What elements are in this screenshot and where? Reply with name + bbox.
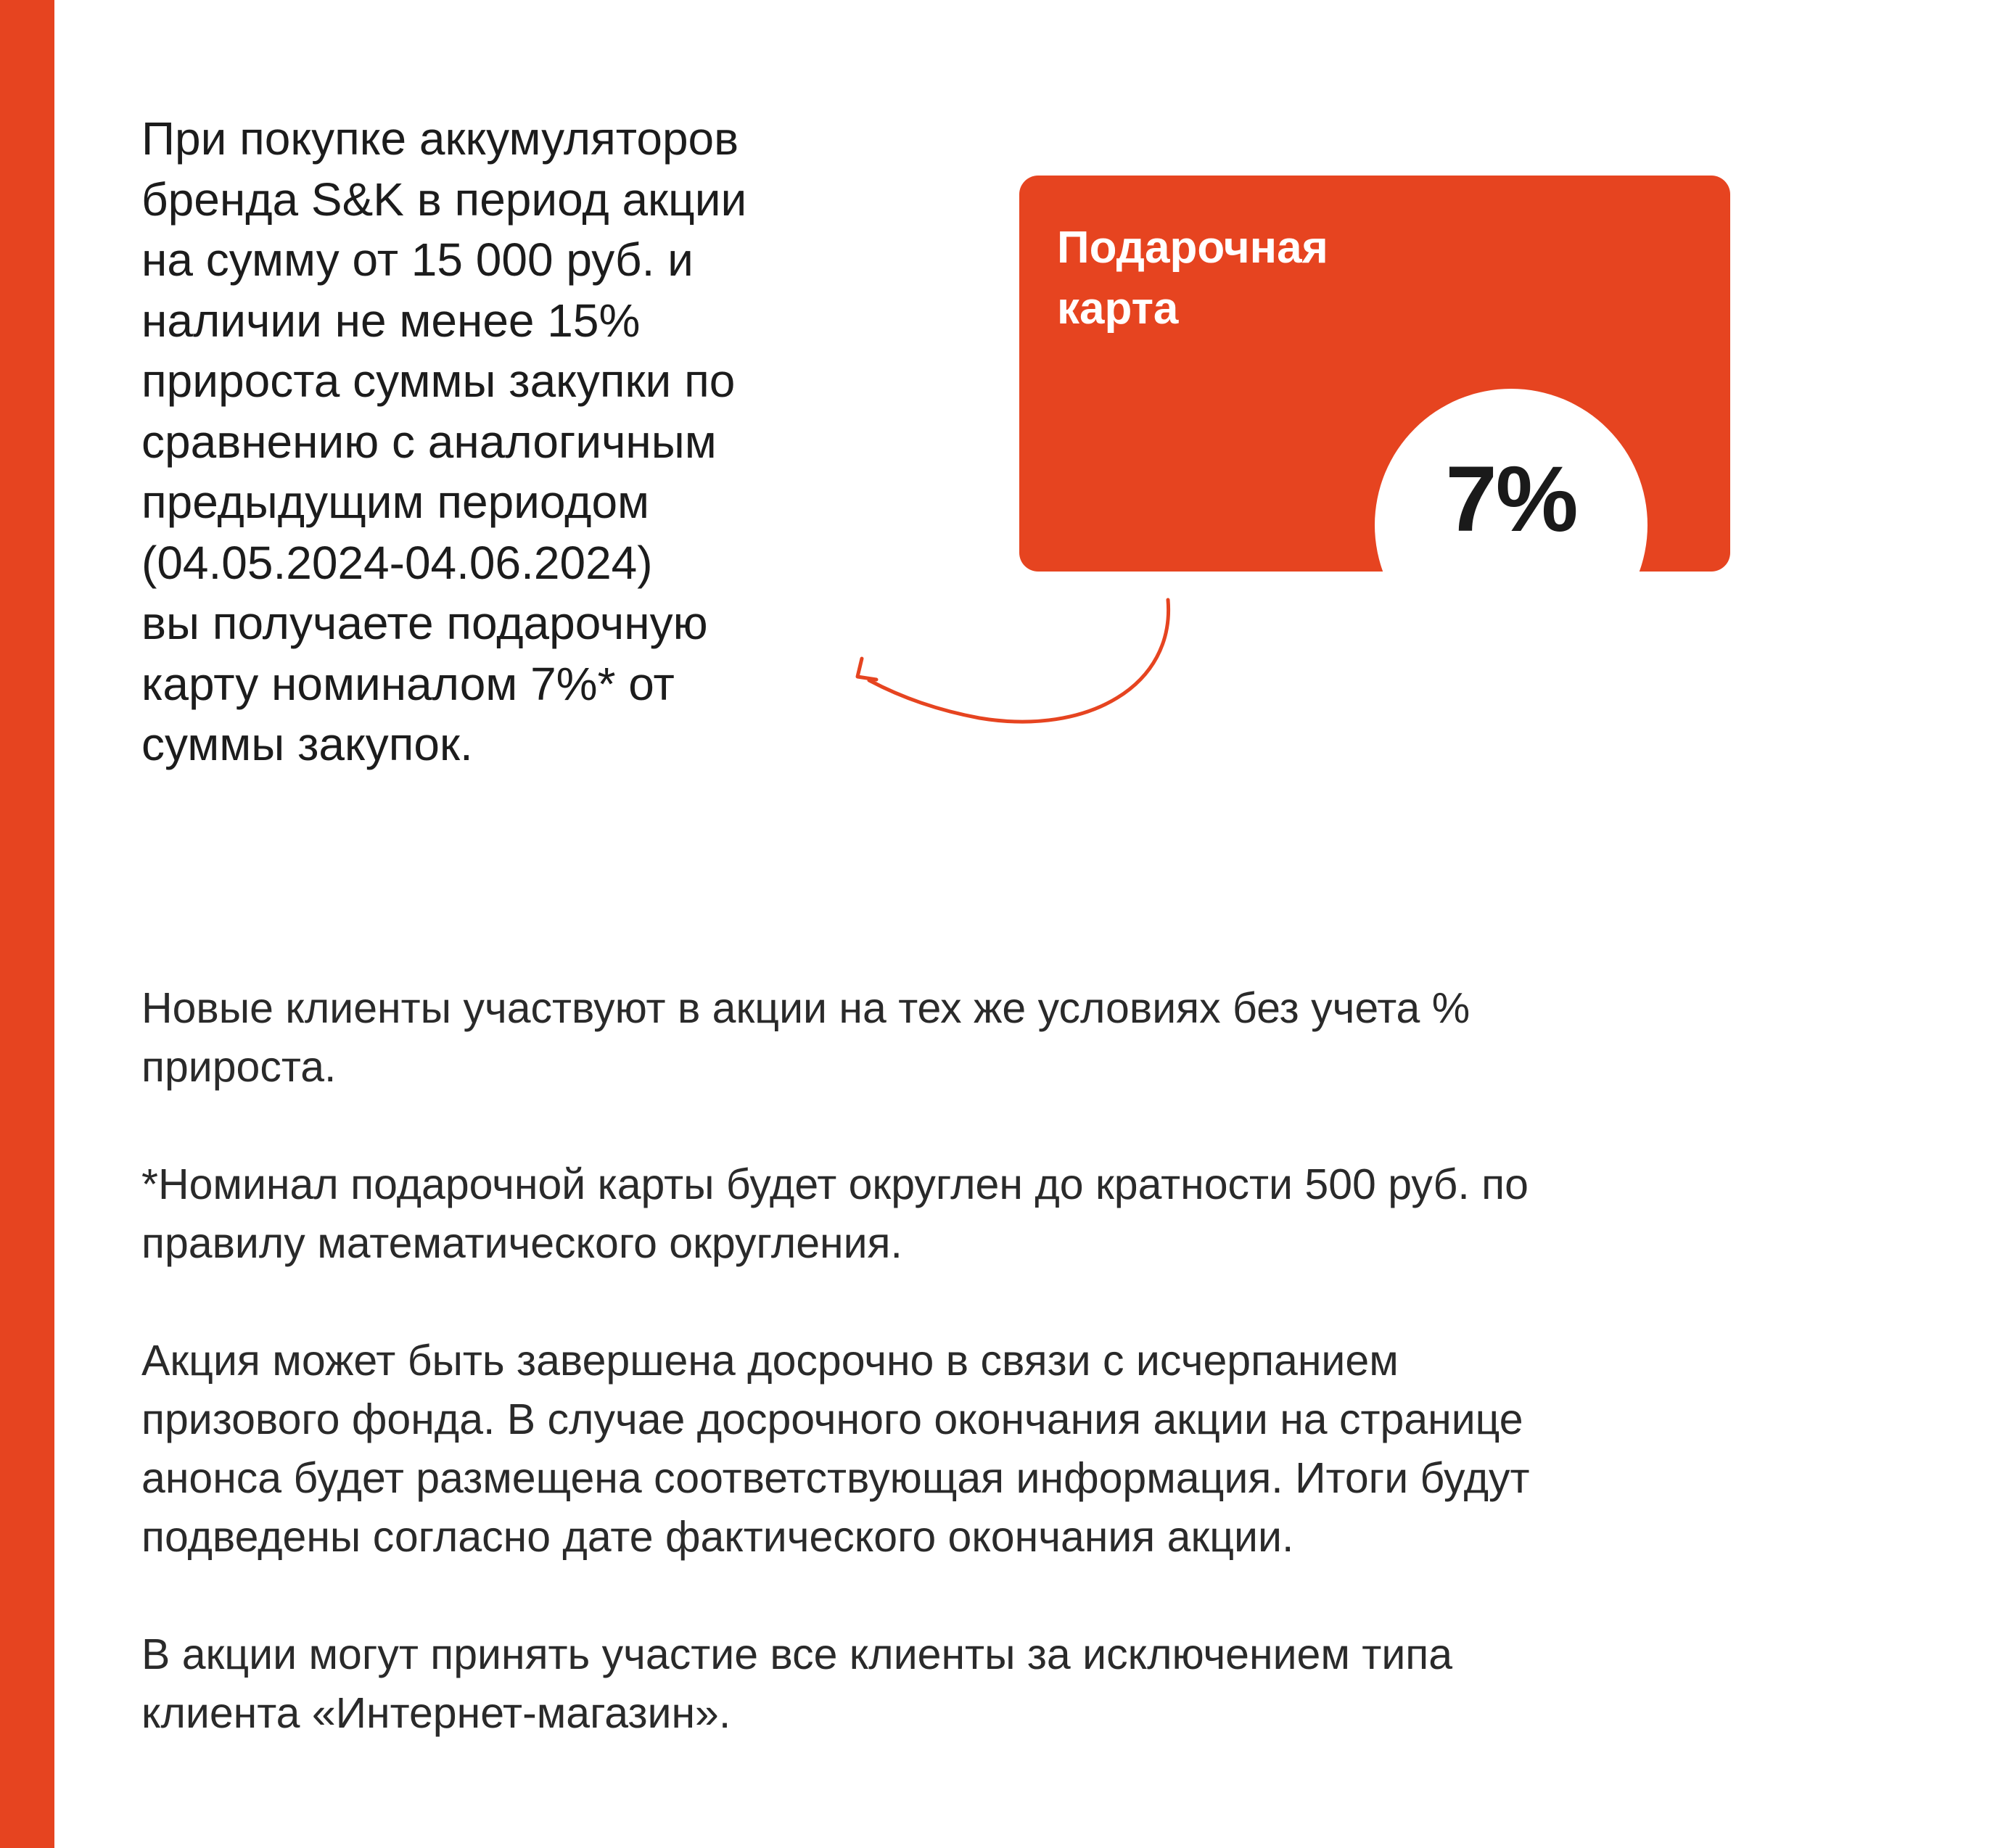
lead-line: наличии не менее 15% [141,294,641,347]
gift-card-title [1057,218,1328,339]
fine-print-line: призового фонда. В случае досрочного окончания акции на странице [141,1395,1523,1443]
fine-print-line: В акции могут принять участие все клиенты за исключением типа [141,1630,1453,1678]
fine-print-line: *Номинал подарочной карты будет округлен до кратности 500 руб. по [141,1160,1529,1208]
fine-print-line: Новые клиенты участвуют в акции на тех же условиях без учета % [141,984,1470,1032]
curved-arrow-icon [834,584,1197,736]
lead-line: вы получаете подарочную [141,597,708,649]
fine-print-line: правилу математического округления. [141,1219,902,1267]
gift-card-title-line: карта [1057,284,1179,334]
gift-card-title-line: Подарочная [1057,223,1328,273]
lead-line: (04.05.2024-04.06.2024) [141,536,653,589]
fine-print-paragraph-new-clients [141,979,1970,1097]
lead-line: При покупке аккумуляторов [141,112,739,165]
lead-line: предыдущим периодом [141,476,650,528]
fine-print-paragraph-early-end [141,1332,1970,1567]
fine-print [141,979,1970,1802]
lead-line: сравнению с аналогичным [141,415,717,468]
lead-line: на сумму от 15 000 руб. и [141,234,694,286]
lead-line: карту номиналом 7%* от [141,657,675,710]
lead-line: бренда S&K в период акции [141,173,747,226]
fine-print-line: клиента «Интернет-магазин». [141,1689,731,1737]
fine-print-line: Акция может быть завершена досрочно в связи с исчерпанием [141,1337,1399,1385]
accent-side-bar [0,0,54,1848]
fine-print-paragraph-eligibility [141,1625,1970,1743]
fine-print-line: подведены согласно дате фактического окончания акции. [141,1513,1294,1561]
gift-card [1019,176,1730,572]
fine-print-line: прироста. [141,1043,337,1091]
fine-print-line: анонса будет размещена соответствующая информация. Итоги будут [141,1454,1530,1502]
lead-line: прироста суммы закупки по [141,355,736,407]
gift-card-value: 7% [1445,447,1577,551]
fine-print-paragraph-rounding [141,1155,1970,1273]
lead-line: суммы закупок. [141,718,473,770]
